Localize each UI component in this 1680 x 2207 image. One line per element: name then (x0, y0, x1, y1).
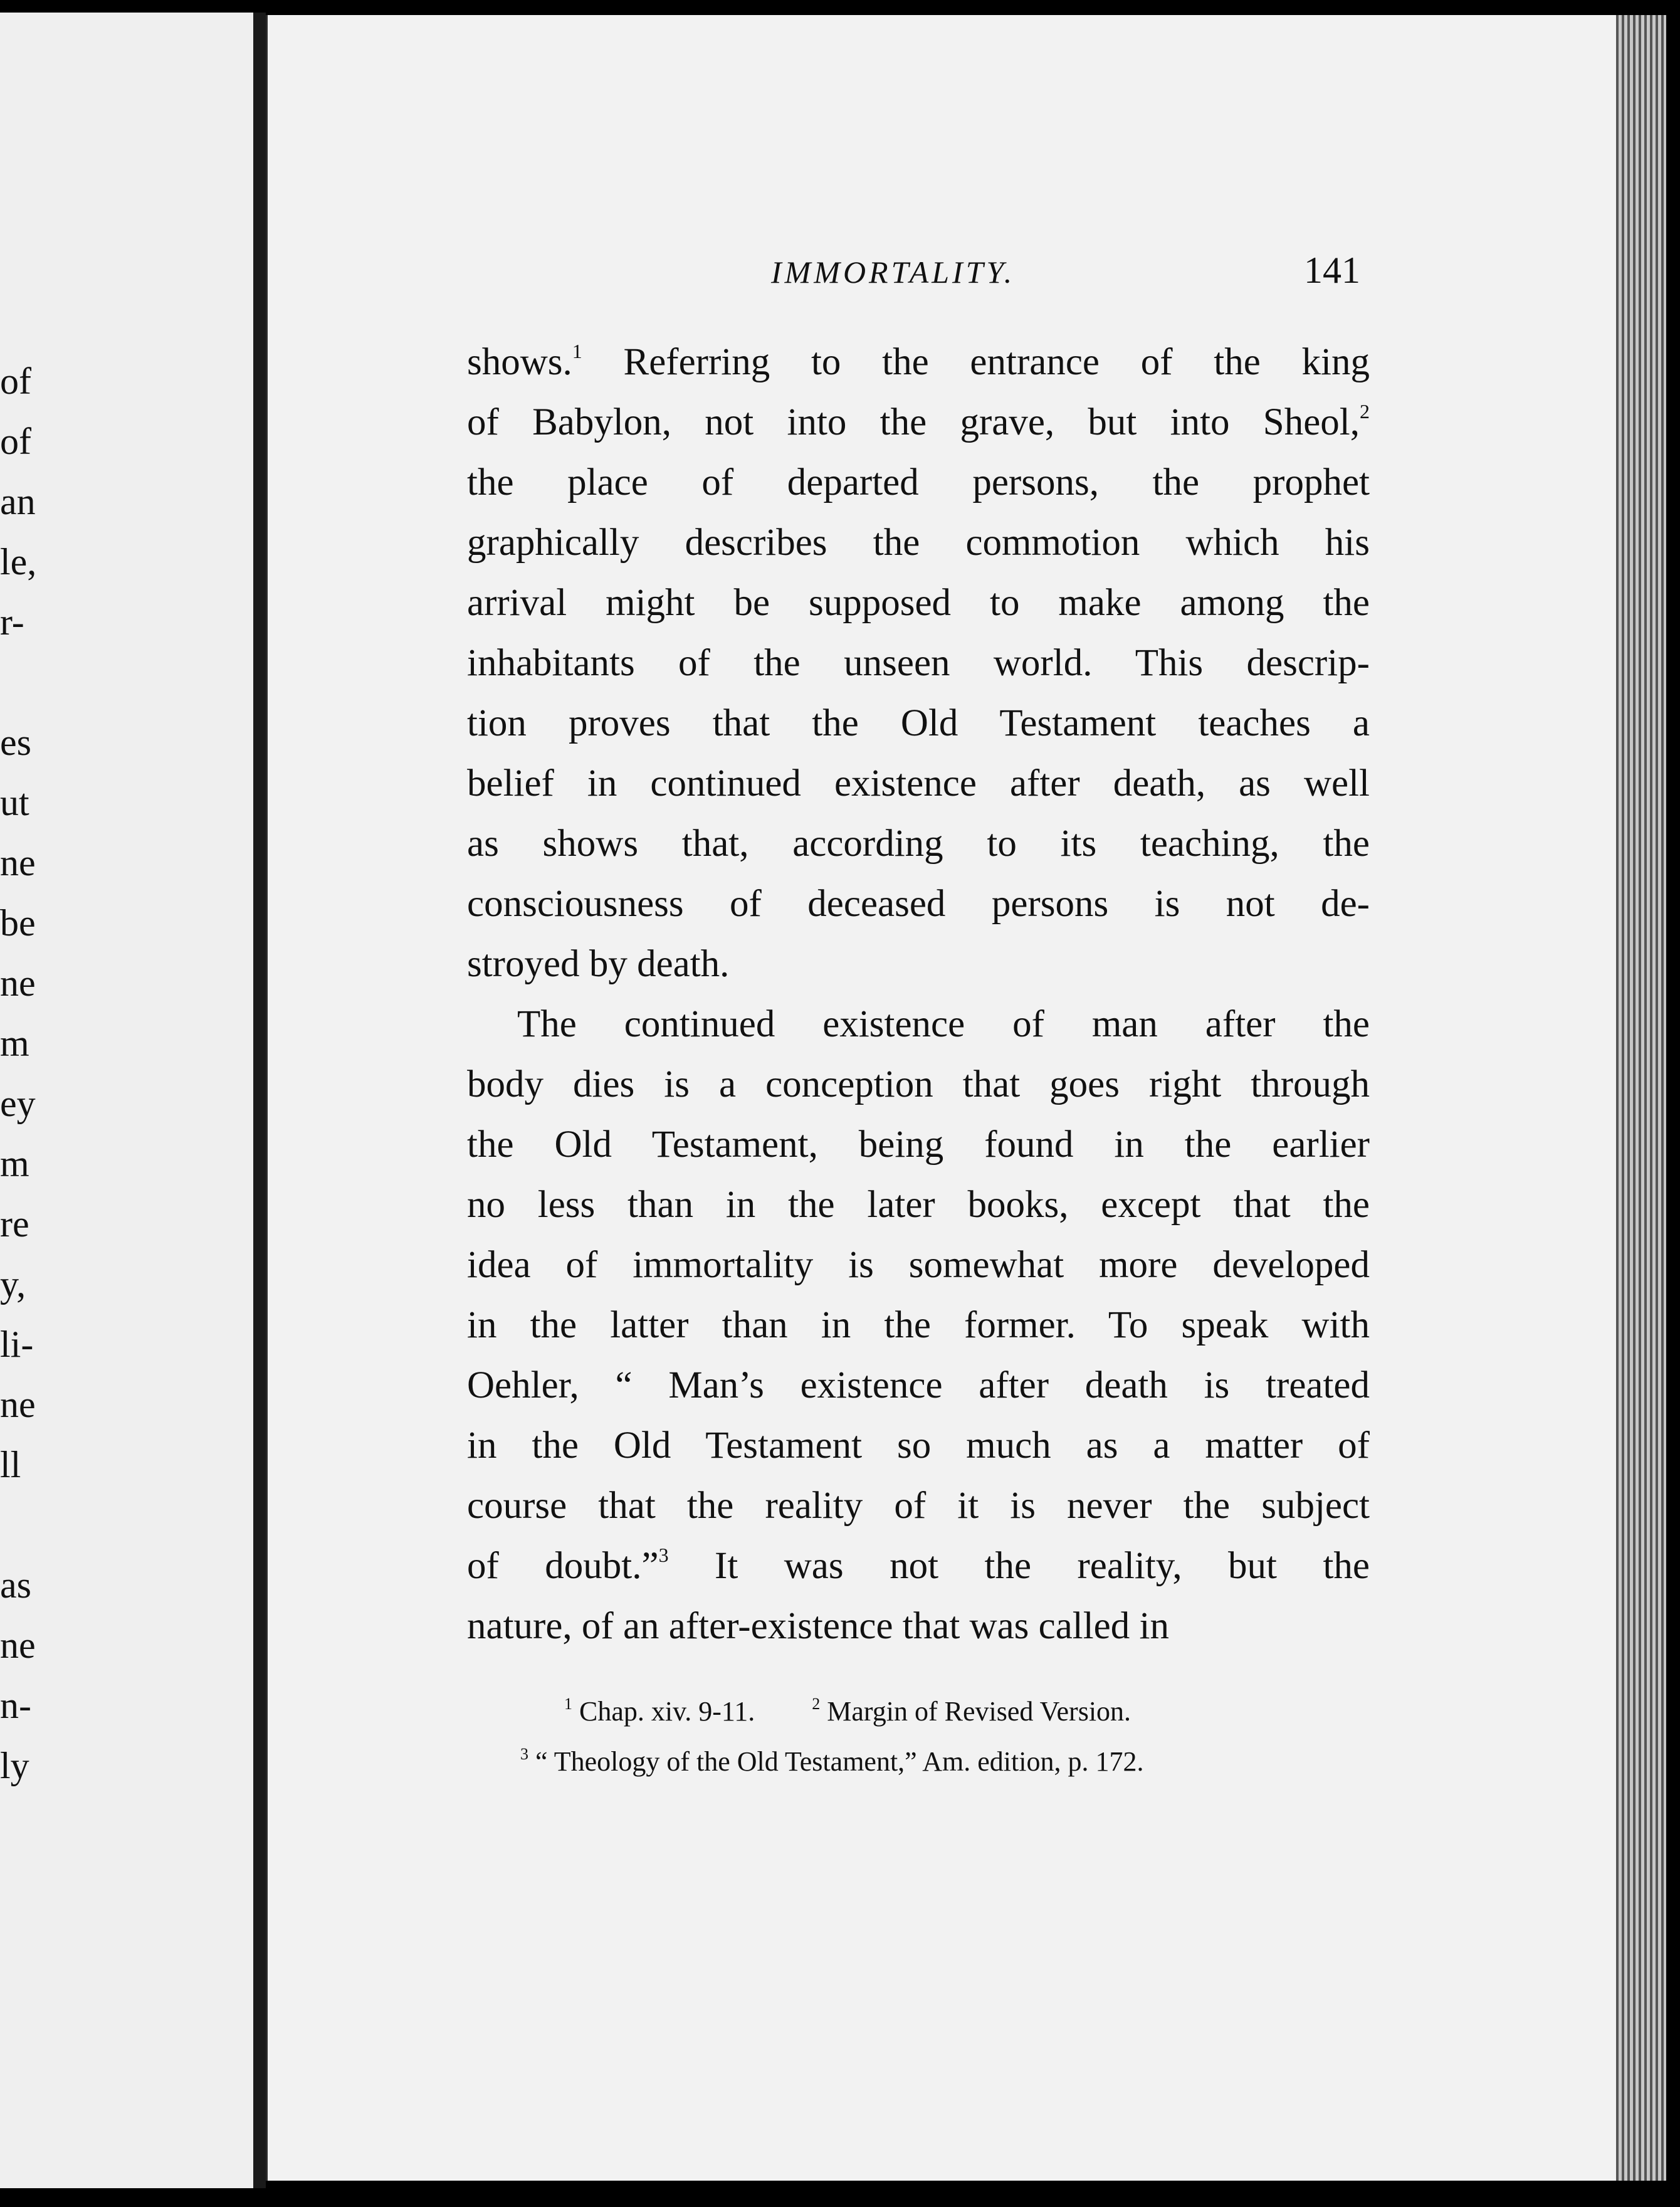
text-line (467, 1416, 1370, 1476)
left-fragment (0, 1495, 75, 1555)
text-line-main: of Babylon, not into the grave, but into Sheol, (467, 401, 1360, 443)
text-line (467, 332, 1370, 392)
text-line (467, 1295, 1370, 1356)
text-line-main: the place of departed persons, the prophet (467, 461, 1370, 503)
text-line-main: as shows that, according to its teaching, the (467, 823, 1370, 865)
left-fragment: of (0, 361, 31, 402)
left-fragment: m (0, 1023, 29, 1064)
left-fragment: ne (0, 962, 36, 1004)
text-line-main: belief in continued existence after death, as well (467, 762, 1370, 804)
running-head: IMMORTALITY. (771, 255, 1016, 290)
text-line-continuation: Referring to the entrance of the king (582, 341, 1370, 383)
text-line-continuation: It was not the reality, but the (668, 1545, 1370, 1587)
footnotes (501, 1687, 1379, 1787)
book-gutter (253, 13, 266, 2188)
text-line-main: consciousness of deceased persons is not de- (467, 883, 1370, 925)
text-line-main: The continued existence of man after the (517, 1003, 1370, 1045)
text-line (467, 392, 1370, 453)
text-line-main: graphically describes the commotion which his (467, 522, 1370, 564)
body-text (467, 332, 1370, 1657)
left-fragment: ne (0, 1384, 36, 1425)
left-page-text-fragments (0, 351, 75, 1796)
text-line (467, 1476, 1370, 1536)
text-line (467, 1175, 1370, 1235)
left-fragment: ey (0, 1083, 36, 1124)
left-fragment: re (0, 1203, 29, 1245)
page-header (771, 250, 1360, 304)
left-fragment: ne (0, 1625, 36, 1666)
footnote-1 (564, 1687, 755, 1737)
text-line-main: of doubt.” (467, 1545, 659, 1587)
footnote-line-2 (520, 1737, 1379, 1787)
text-line (467, 1055, 1370, 1115)
text-line-main: Oehler, “ Man’s existence after death is treated (467, 1364, 1370, 1406)
left-fragment (0, 652, 75, 712)
footnote-2-marker: 2 (812, 1695, 821, 1713)
text-line (467, 693, 1370, 754)
footnote-1-text: Chap. xiv. 9-11. (579, 1696, 755, 1727)
text-line (467, 754, 1370, 814)
text-line (467, 1596, 1370, 1657)
text-line (467, 934, 1370, 994)
left-fragment: le, (0, 541, 37, 582)
footnote-reference: 2 (1360, 400, 1370, 423)
text-line (467, 874, 1370, 934)
footnote-2 (812, 1687, 1131, 1737)
left-fragment: y, (0, 1263, 26, 1305)
footnote-line-1 (501, 1687, 1379, 1737)
text-line-main: course that the reality of it is never the subject (467, 1485, 1370, 1527)
text-line-main: idea of immortality is somewhat more developed (467, 1244, 1370, 1286)
left-fragment: ne (0, 842, 36, 883)
footnote-1-marker: 1 (564, 1695, 572, 1713)
left-fragment: n- (0, 1685, 31, 1726)
page-edges (1616, 15, 1666, 2181)
left-fragment: be (0, 902, 36, 944)
text-line (467, 1536, 1370, 1596)
footnote-reference: 3 (658, 1544, 669, 1566)
text-line (467, 573, 1370, 633)
left-fragment: r- (0, 601, 24, 643)
text-line-main: body dies is a conception that goes right through (467, 1063, 1370, 1105)
text-line (467, 633, 1370, 693)
text-line-main: in the latter than in the former. To speak with (467, 1304, 1370, 1346)
text-line-main: nature, of an after-existence that was called in (467, 1605, 1169, 1647)
text-line-main: tion proves that the Old Testament teaches a (467, 702, 1370, 744)
text-line-main: arrival might be supposed to make among the (467, 582, 1370, 624)
text-line (467, 453, 1370, 513)
text-line-main: the Old Testament, being found in the earlier (467, 1124, 1370, 1166)
footnote-2-text: Margin of Revised Version. (827, 1696, 1131, 1727)
text-line (467, 994, 1370, 1055)
text-line (467, 814, 1370, 874)
left-fragment: ut (0, 782, 29, 823)
left-fragment: ly (0, 1745, 29, 1786)
left-fragment: an (0, 481, 36, 522)
text-line-main: in the Old Testament so much as a matter of (467, 1425, 1370, 1467)
text-line (467, 1356, 1370, 1416)
text-line-main: stroyed by death. (467, 943, 730, 985)
text-line (467, 513, 1370, 573)
text-line-main: no less than in the later books, except that the (467, 1184, 1370, 1226)
page-number: 141 (1304, 250, 1360, 291)
left-fragment: m (0, 1143, 29, 1184)
text-line-main: shows. (467, 341, 572, 383)
text-line (467, 1235, 1370, 1295)
text-line-main: inhabitants of the unseen world. This descrip- (467, 642, 1370, 684)
left-fragment: li- (0, 1324, 34, 1365)
footnote-reference: 1 (572, 340, 582, 362)
footnote-3-text: “ Theology of the Old Testament,” Am. edition, p. 172. (535, 1746, 1144, 1777)
left-fragment: of (0, 421, 31, 462)
footnote-3-marker: 3 (520, 1745, 528, 1763)
left-fragment: ll (0, 1444, 21, 1485)
left-fragment: as (0, 1564, 31, 1606)
text-line (467, 1115, 1370, 1175)
left-fragment: es (0, 722, 31, 763)
